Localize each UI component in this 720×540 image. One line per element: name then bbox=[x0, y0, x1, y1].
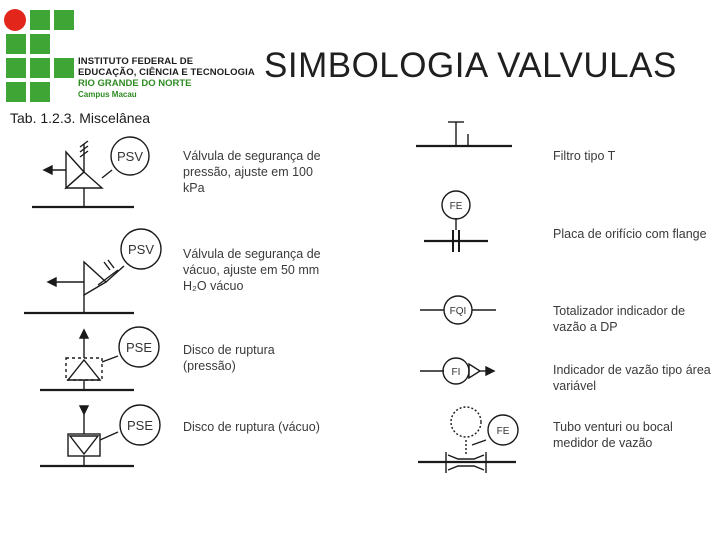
psv-pressure-symbol bbox=[32, 137, 149, 207]
desc-line: variável bbox=[553, 379, 597, 393]
desc-line: (pressão) bbox=[183, 359, 236, 373]
desc-line: Tubo venturi ou bocal bbox=[553, 420, 673, 434]
desc-line: pressão, ajuste em 100 bbox=[183, 165, 313, 179]
desc-line: Disco de ruptura bbox=[183, 343, 275, 357]
tag-pse-1: PSE bbox=[125, 340, 153, 355]
t-filter-symbol bbox=[416, 122, 512, 146]
desc-line: vazão a DP bbox=[553, 320, 618, 334]
tag-fe-2: FE bbox=[496, 426, 510, 437]
desc-t-filter bbox=[553, 148, 615, 164]
desc-fqi bbox=[553, 303, 685, 335]
desc-line: H₂O vácuo bbox=[183, 279, 244, 293]
desc-line: kPa bbox=[183, 181, 205, 195]
desc-line: Totalizador indicador de bbox=[553, 304, 686, 318]
desc-pse-vacuum bbox=[183, 419, 320, 435]
desc-fi bbox=[553, 362, 711, 394]
desc-psv-pressure bbox=[183, 148, 321, 196]
page-title: SIMBOLOGIA VALVULAS bbox=[264, 46, 677, 85]
tag-fi: FI bbox=[451, 367, 461, 378]
pse-pressure-symbol bbox=[40, 327, 159, 390]
desc-line: vácuo, ajuste em 50 mm bbox=[183, 263, 320, 277]
logo-line-2: EDUCAÇÃO, CIÊNCIA E TECNOLOGIA bbox=[78, 67, 255, 78]
desc-line: Válvula de segurança de bbox=[183, 149, 321, 163]
desc-line: Válvula de segurança de bbox=[183, 247, 321, 261]
desc-line: Indicador de vazão tipo área bbox=[553, 363, 711, 377]
tag-pse-2: PSE bbox=[126, 418, 154, 433]
tag-fe-1: FE bbox=[449, 201, 463, 212]
desc-line: medidor de vazão bbox=[553, 436, 653, 450]
desc-venturi bbox=[553, 419, 673, 451]
desc-line: Disco de ruptura (vácuo) bbox=[183, 420, 320, 434]
tag-psv-1: PSV bbox=[116, 149, 144, 164]
desc-pse-pressure bbox=[183, 342, 275, 374]
logo-line-3: RIO GRANDE DO NORTE bbox=[78, 78, 192, 89]
tag-psv-2: PSV bbox=[127, 242, 155, 257]
logo-line-4: Campus Macau bbox=[78, 90, 137, 99]
desc-line: Placa de orifício com flange bbox=[553, 227, 707, 241]
tag-fqi: FQI bbox=[449, 306, 467, 317]
table-caption: Tab. 1.2.3. Miscelânea bbox=[10, 110, 151, 126]
venturi-symbol bbox=[418, 407, 518, 473]
desc-psv-vacuum bbox=[183, 246, 321, 294]
desc-line: Filtro tipo T bbox=[553, 149, 616, 163]
desc-orifice-plate bbox=[553, 226, 707, 242]
pse-vacuum-symbol bbox=[40, 405, 160, 466]
logo-line-1: INSTITUTO FEDERAL DE bbox=[78, 56, 194, 67]
